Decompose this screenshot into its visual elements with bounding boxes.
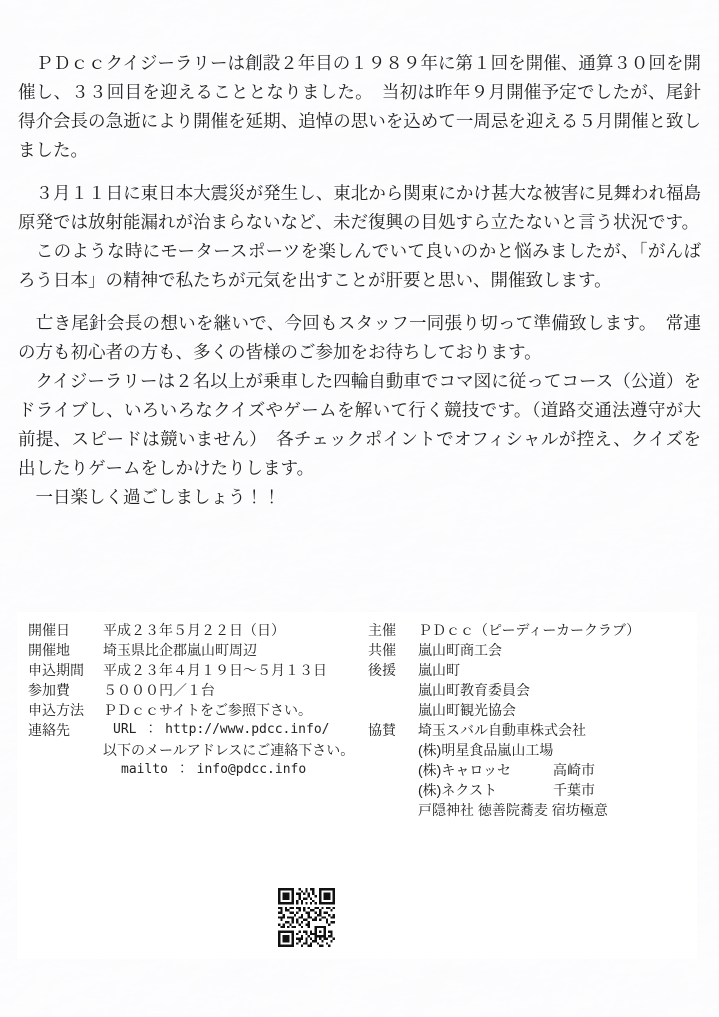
qr-code bbox=[278, 888, 335, 947]
detail-value: 嵐山町観光協会 bbox=[418, 702, 516, 718]
detail-row-place bbox=[28, 640, 363, 660]
detail-value: (株)明星食品嵐山工場 bbox=[418, 742, 554, 758]
intro-paragraph-2b: このような時にモータースポーツを楽しんでいて良いのかと悩みましたが、「がんばろう日本」の精神で私たちが元気を出すことが肝要と思い、開催致します。 bbox=[18, 241, 701, 290]
event-details-right-column bbox=[368, 620, 693, 820]
detail-value: ＰＤｃｃサイトをご参照下さい。 bbox=[103, 702, 313, 718]
intro-paragraph-3b: クイジーラリーは２名以上が乗車した四輪自動車でコマ図に従ってコース（公道）をドライブし、いろいろなクイズやゲームを解いて行く競技です。（道路交通法遵守が大前提、スピードは競いません） 各チェックポイントでオフィシャルが控え、クイズを出したりゲームをしかけたりします。 bbox=[18, 371, 701, 478]
detail-row-support-3 bbox=[368, 700, 693, 720]
intro-paragraph-3c: 一日楽しく過ごしましょう！！ bbox=[18, 487, 281, 507]
detail-value: 平成２３年５月２２日（日） bbox=[103, 622, 285, 638]
detail-row-fee bbox=[28, 680, 363, 700]
contact-mail-text: mailto ： info@pdcc.info bbox=[121, 762, 307, 777]
detail-value: 埼玉県比企郡嵐山町周辺 bbox=[103, 642, 257, 658]
detail-row-sponsor-4 bbox=[368, 780, 693, 800]
detail-row-date bbox=[28, 620, 363, 640]
intro-paragraph-group-2 bbox=[18, 179, 701, 295]
detail-row-contact-url bbox=[28, 720, 363, 740]
detail-value: 平成２３年４月１９日～５月１３日 bbox=[103, 662, 327, 678]
detail-row-contact-mail bbox=[28, 760, 363, 780]
detail-row-entry-method bbox=[28, 700, 363, 720]
event-details-panel bbox=[17, 612, 697, 959]
event-details-left-column bbox=[28, 620, 363, 780]
detail-value: ＰＤｃｃ（ピーディーカークラブ） bbox=[418, 622, 641, 638]
detail-label: 開催日 bbox=[28, 622, 70, 638]
detail-value: 嵐山町教育委員会 bbox=[418, 682, 530, 698]
detail-label: 協賛 bbox=[368, 722, 396, 738]
detail-value: (株)キャロッセ bbox=[418, 762, 512, 778]
detail-value: 嵐山町商工会 bbox=[418, 642, 502, 658]
sponsor-city: 高崎市 bbox=[553, 762, 595, 778]
detail-row-sponsor-1 bbox=[368, 720, 693, 740]
detail-label: 主催 bbox=[368, 622, 396, 638]
detail-row-co-organizer bbox=[368, 640, 693, 660]
detail-row-support-1 bbox=[368, 660, 693, 680]
detail-label: 申込期間 bbox=[28, 662, 84, 678]
contact-url-text: URL ： http://www.pdcc.info/ bbox=[113, 722, 330, 737]
detail-row-sponsor-3 bbox=[368, 760, 693, 780]
detail-row-support-2 bbox=[368, 680, 693, 700]
intro-paragraph-group-3 bbox=[18, 309, 701, 512]
detail-value: 嵐山町 bbox=[418, 662, 460, 678]
detail-label: 連絡先 bbox=[28, 722, 70, 738]
detail-label: 開催地 bbox=[28, 642, 70, 658]
detail-value: 以下のメールアドレスにご連絡下さい。 bbox=[103, 742, 355, 758]
intro-paragraph-1: ＰＤｃｃクイジーラリーは創設２年目の１９８９年に第１回を開催、通算３０回を開催し、３３回目を迎えることとなりました。 当初は昨年９月開催予定でしたが、尾針得介会長の急逝により開催を延期、追悼の思いを込めて一周忌を迎える５月開催と致しました。 bbox=[18, 53, 701, 160]
intro-text bbox=[18, 49, 701, 512]
detail-label: 後援 bbox=[368, 662, 396, 678]
intro-paragraph-3a: 亡き尾針会長の想いを継いで、今回もスタッフ一同張り切って準備致します。 常連の方も初心者の方も、多くの皆様のご参加をお待ちしております。 bbox=[18, 313, 701, 362]
detail-row-entry-period bbox=[28, 660, 363, 680]
detail-row-sponsor-5 bbox=[368, 800, 693, 820]
detail-value: ５０００円／１台 bbox=[103, 682, 215, 698]
sponsor-city: 千葉市 bbox=[553, 782, 595, 798]
detail-value: (株)ネクスト bbox=[418, 782, 498, 798]
detail-label: 参加費 bbox=[28, 682, 70, 698]
intro-paragraph-2a: ３月１１日に東日本大震災が発生し、東北から関東にかけ甚大な被害に見舞われ福島原発では放射能漏れが治まらないなど、未だ復興の目処すら立たないと言う状況です。 bbox=[18, 183, 701, 232]
detail-value: 戸隠神社 徳善院蕎麦 宿坊極意 bbox=[418, 802, 608, 818]
detail-row-sponsor-2 bbox=[368, 740, 693, 760]
intro-paragraph-group-1 bbox=[18, 49, 701, 165]
detail-row-contact-note bbox=[28, 740, 363, 760]
detail-label: 共催 bbox=[368, 642, 396, 658]
detail-value: 埼玉スバル自動車株式会社 bbox=[418, 722, 586, 738]
detail-row-organizer bbox=[368, 620, 693, 640]
detail-label: 申込方法 bbox=[28, 702, 84, 718]
